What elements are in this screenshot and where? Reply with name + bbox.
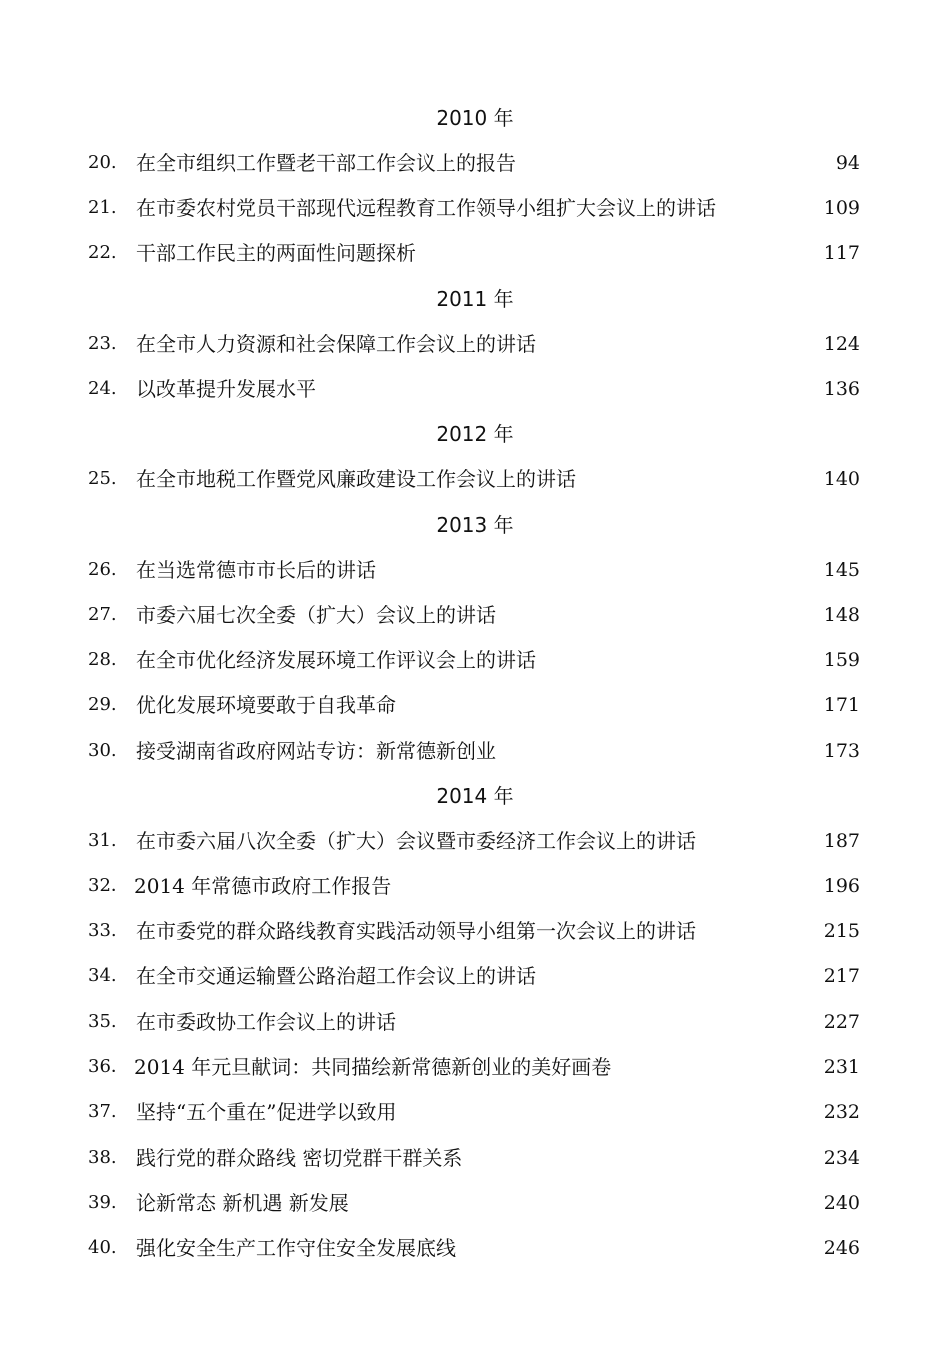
entry-page-number: 145	[823, 559, 860, 581]
entry-number: 26.	[88, 559, 117, 580]
toc-entry	[88, 692, 860, 718]
entry-page-number: 246	[823, 1237, 860, 1259]
entry-number: 33.	[88, 920, 117, 941]
entry-title: 在市委六届八次全委（扩大）会议暨市委经济工作会议上的讲话	[136, 829, 696, 853]
entry-page-number: 187	[823, 830, 860, 852]
entry-title: 市委六届七次全委（扩大）会议上的讲话	[136, 603, 496, 627]
entry-page-number: 234	[823, 1147, 860, 1169]
toc-entry	[88, 1009, 860, 1035]
entry-number: 24.	[88, 378, 117, 399]
entry-page-number: 227	[823, 1011, 860, 1033]
toc-entry	[88, 376, 860, 402]
entry-title: 在市委政协工作会议上的讲话	[136, 1010, 396, 1034]
entry-title: 接受湖南省政府网站专访：新常德新创业	[136, 739, 496, 763]
toc-entry	[88, 1054, 860, 1080]
entry-page-number: 159	[823, 649, 860, 671]
entry-title: 优化发展环境要敢于自我革命	[136, 693, 396, 717]
entry-number: 20.	[88, 152, 117, 173]
toc-entry	[88, 873, 860, 899]
entry-number: 34.	[88, 965, 117, 986]
toc-entry	[88, 557, 860, 583]
entry-title: 2014 年常德市政府工作报告	[134, 874, 392, 898]
toc-entry	[88, 1235, 860, 1261]
entry-title: 在市委党的群众路线教育实践活动领导小组第一次会议上的讲话	[136, 919, 696, 943]
entry-title: 以改革提升发展水平	[136, 377, 316, 401]
toc-entry	[88, 1190, 860, 1216]
entry-page-number: 140	[823, 468, 860, 490]
entry-number: 40.	[88, 1237, 117, 1258]
entry-number: 28.	[88, 649, 117, 670]
entry-page-number: 136	[823, 378, 860, 400]
entry-number: 27.	[88, 604, 117, 625]
entry-title: 践行党的群众路线 密切党群干群关系	[136, 1146, 463, 1170]
entry-number: 39.	[88, 1192, 117, 1213]
toc-entry	[88, 602, 860, 628]
entry-number: 38.	[88, 1147, 117, 1168]
entry-title: 在市委农村党员干部现代远程教育工作领导小组扩大会议上的讲话	[136, 196, 716, 220]
toc-entry	[88, 963, 860, 989]
toc-entry	[88, 150, 860, 176]
year-heading-2013: 2013 年	[436, 513, 514, 537]
entry-number: 36．	[88, 1056, 129, 1077]
entry-page-number: 217	[823, 965, 860, 987]
entry-number: 21.	[88, 197, 117, 218]
entry-page-number: 196	[823, 875, 860, 897]
entry-page-number: 173	[823, 740, 860, 762]
entry-page-number: 232	[823, 1101, 860, 1123]
entry-number: 32．	[88, 875, 129, 896]
year-heading-2014: 2014 年	[436, 784, 514, 808]
entry-page-number: 231	[823, 1056, 860, 1078]
toc-entry	[88, 828, 860, 854]
toc-entry	[88, 918, 860, 944]
entry-title: 在全市优化经济发展环境工作评议会上的讲话	[136, 648, 536, 672]
entry-number: 29.	[88, 694, 117, 715]
entry-page-number: 240	[823, 1192, 860, 1214]
entry-number: 25.	[88, 468, 117, 489]
entry-title: 在全市交通运输暨公路治超工作会议上的讲话	[136, 964, 536, 988]
entry-title: 在当选常德市市长后的讲话	[136, 558, 376, 582]
toc-entry	[88, 195, 860, 221]
entry-number: 30.	[88, 740, 117, 761]
entry-title: 在全市人力资源和社会保障工作会议上的讲话	[136, 332, 536, 356]
entry-title: 坚持“五个重在”促进学以致用	[136, 1100, 397, 1124]
entry-number: 23.	[88, 333, 117, 354]
toc-entry	[88, 647, 860, 673]
entry-number: 35.	[88, 1011, 117, 1032]
entry-title: 强化安全生产工作守住安全发展底线	[136, 1236, 456, 1260]
entry-number: 31.	[88, 830, 117, 851]
toc-entry	[88, 738, 860, 764]
entry-number: 22.	[88, 242, 117, 263]
entry-title: 论新常态 新机遇 新发展	[136, 1191, 349, 1215]
entry-page-number: 148	[823, 604, 860, 626]
toc-entry	[88, 331, 860, 357]
toc-entry	[88, 1099, 860, 1125]
year-heading-2012: 2012 年	[436, 422, 514, 446]
toc-entry	[88, 466, 860, 492]
entry-number: 37.	[88, 1101, 117, 1122]
toc-entry	[88, 240, 860, 266]
year-heading-2010: 2010 年	[436, 106, 514, 130]
entry-page-number: 124	[823, 333, 860, 355]
year-heading-2011: 2011 年	[436, 287, 514, 311]
entry-page-number: 215	[823, 920, 860, 942]
entry-title: 干部工作民主的两面性问题探析	[136, 241, 416, 265]
toc-entry	[88, 1145, 860, 1171]
entry-page-number: 109	[823, 197, 860, 219]
entry-page-number: 117	[823, 242, 860, 264]
entry-title: 2014 年元旦献词：共同描绘新常德新创业的美好画卷	[134, 1055, 612, 1079]
entry-title: 在全市组织工作暨老干部工作会议上的报告	[136, 151, 516, 175]
entry-page-number: 171	[823, 694, 860, 716]
entry-page-number: 94	[835, 152, 860, 174]
entry-title: 在全市地税工作暨党风廉政建设工作会议上的讲话	[136, 467, 576, 491]
